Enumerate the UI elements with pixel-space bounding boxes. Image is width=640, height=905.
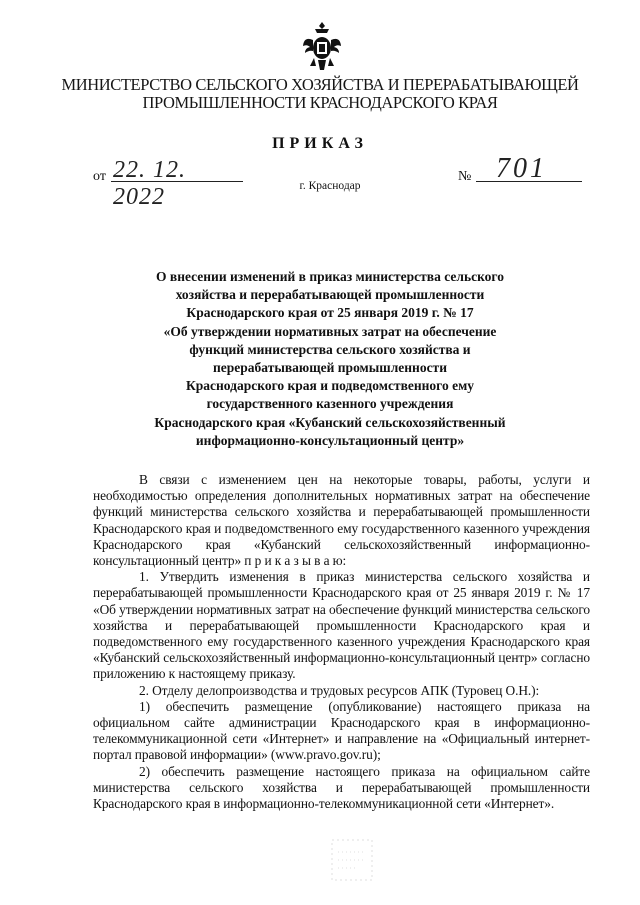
body-paragraph-item-1: 1. Утвердить изменения в приказ министерства сельского хозяйства и перерабатывающей промышленности Краснодарского края от 25 января 2019 г. № 17 «Об утверждении нормативных затрат на обеспечение функций министерства сельского хозяйства и перерабатывающей промышленности Краснодарского края и подведомственного ему государственного казенного учреждения Краснодарского края «Кубанский сельскохозяйственный информационно-консультационный центр» согласно приложению к настоящему приказу. xyxy=(93,569,590,682)
body-paragraph-preamble: В связи с изменением цен на некоторые товары, работы, услуги и необходимостью определения дополнительных нормативных затрат на обеспечение функций министерства сельского хозяйства и перерабатывающей промышленности Краснодарского края и подведомственного ему государственного казенного учреждения Краснодарского края «Кубанский сельскохозяйственный информационно-консультационный центр» п р и к а з ы в а ю: xyxy=(93,472,590,569)
subject-line: Краснодарского края от 25 января 2019 г. № 17 xyxy=(186,305,474,321)
order-subject xyxy=(120,268,540,450)
body-paragraph-item-2-1: 1) обеспечить размещение (опубликование) настоящего приказа на официальном сайте администрации Краснодарского края в информационно-телекоммуникационной сети «Интернет» и направление на «Официальный интернет-портал правовой информации» (www.pravo.gov.ru); xyxy=(93,698,590,763)
ministry-name xyxy=(60,76,580,112)
ministry-line-1: МИНИСТЕРСТВО СЕЛЬСКОГО ХОЗЯЙСТВА И ПЕРЕРАБАТЫВАЮЩЕЙ xyxy=(61,75,579,94)
subject-line: перерабатывающей промышленности xyxy=(213,360,447,376)
subject-line: государственного казенного учреждения xyxy=(206,396,454,412)
body-paragraph-item-2-2: 2) обеспечить размещение настоящего приказа на официальном сайте министерства сельского хозяйства и перерабатывающей промышленности Краснодарского края в информационно-телекоммуникационной сети «Интернет». xyxy=(93,763,590,812)
ministry-line-2: ПРОМЫШЛЕННОСТИ КРАСНОДАРСКОГО КРАЯ xyxy=(142,93,498,112)
subject-line: информационно-консультационный центр» xyxy=(195,432,465,448)
date-prefix: от xyxy=(93,169,106,184)
subject-line: Краснодарского края и подведомственного ему xyxy=(185,378,475,394)
coat-of-arms-icon xyxy=(302,20,342,72)
subject-line: хозяйства и перерабатывающей промышленности xyxy=(175,287,485,303)
subject-line: Краснодарского края «Кубанский сельскохозяйственный xyxy=(154,414,506,430)
faint-stamp-mark xyxy=(330,838,374,882)
subject-line: «Об утверждении нормативных затрат на обеспечение xyxy=(163,323,497,339)
number-prefix: № xyxy=(458,169,472,184)
body-paragraph-item-2: 2. Отделу делопроизводства и трудовых ресурсов АПК (Туровец О.Н.): xyxy=(139,682,540,698)
order-body xyxy=(93,472,590,812)
city: г. Краснодар xyxy=(299,180,361,192)
number-value: 701 xyxy=(496,153,547,184)
subject-line: О внесении изменений в приказ министерства сельского xyxy=(156,269,504,284)
date-value: 22. 12. 2022 xyxy=(113,157,186,210)
order-title: ПРИКАЗ xyxy=(272,135,368,152)
subject-line: функций министерства сельского хозяйства и xyxy=(189,341,471,357)
